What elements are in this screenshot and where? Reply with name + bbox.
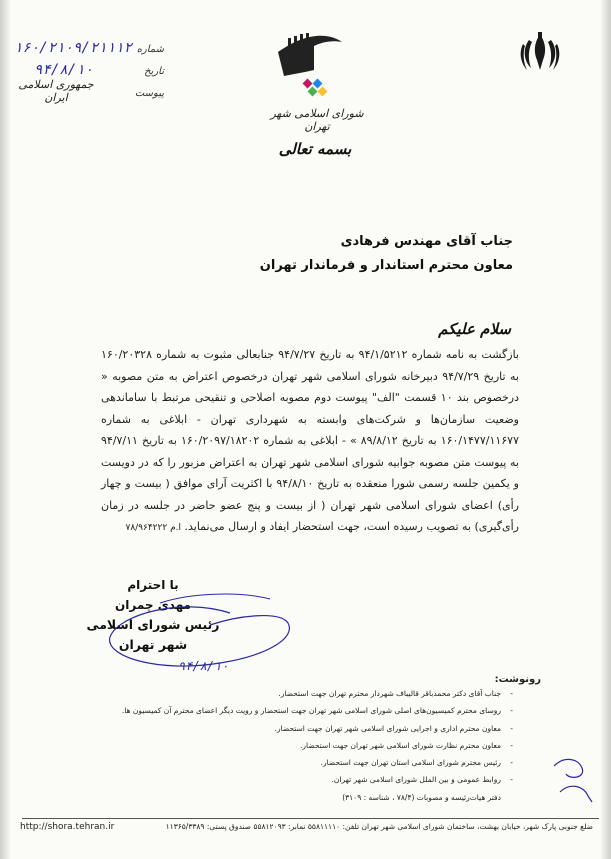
iran-emblem-icon: [517, 30, 563, 76]
date-row: [14, 62, 164, 84]
signatory-title: رئیس شورای اسلامی شهر تهران: [86, 617, 220, 652]
letter-meta: [14, 40, 164, 106]
cc-item: - رئیس محترم شورای اسلامی استان تهران جهت استحضار.: [73, 754, 513, 771]
date-value: ۹۴/۸/۱۰: [34, 62, 94, 78]
cc-item: دفتر هیات‌رئیسه و مصوبات (۷۸/۴ ، شناسه : ۳۱۰۹): [342, 792, 501, 802]
recipient-name: جناب آقای مهندس فرهادی: [340, 234, 513, 249]
handwritten-date: ۹۴/۸/۱۰: [178, 659, 229, 673]
cc-item: - روسای محترم کمیسیون‌های اصلی شورای اسلامی شهر تهران جهت استحضار و رویت دیگر اعضای محترم آن کمیسیون ها.: [73, 702, 513, 719]
footer-address: ضلع جنوبی پارک شهر، خیابان بهشت، ساختمان شورای اسلامی شهر تهران تلفن: ۵۵۸۱۱۱۱۰ نمابر: ۵۵۸۱۲۰۹۳ صندوق پستی: ۱۱۳۶۵/۳۳۸۹: [165, 822, 593, 831]
footer-divider: [22, 818, 599, 819]
reference-code: ا.م ۷۸/۹۶۴۲۲۲: [125, 523, 181, 533]
besmeh-heading: بسمه تعالی: [278, 140, 352, 158]
logo-diamond-magenta: [303, 79, 313, 89]
cc-item: - جناب آقای دکتر محمدباقر قالیباف شهردار محترم تهران جهت استحضار.: [73, 685, 513, 702]
cc-item: - روابط عمومی و بین الملل شورای اسلامی شهر تهران.: [73, 771, 513, 788]
recipient-block: [260, 230, 513, 278]
footer-website: http://shora.tehran.ir: [20, 822, 115, 832]
scan-edge-left: [0, 0, 10, 859]
attachment-label: پیوست: [134, 88, 164, 99]
number-row: [14, 40, 164, 62]
recipient-title: معاون محترم استاندار و فرماندار تهران: [259, 258, 513, 273]
cc-item: - معاون محترم نظارت شورای اسلامی شهر تهران جهت استحضار.: [73, 737, 513, 754]
scan-edge-right: [601, 0, 611, 859]
cc-list: [73, 685, 513, 806]
logo-diamond-green: [308, 87, 318, 97]
greeting: سلام علیکم: [438, 320, 511, 338]
letter-body: [101, 344, 519, 540]
signatory-name: مهدی چمران: [115, 598, 191, 612]
body-paragraph: بازگشت به نامه شماره ۹۴/۱/۵۲۱۲ به تاریخ ۹۴/۷/۲۷ جنابعالی مثبوت به شماره ۱۶۰/۲۰۳۲۸ به تاریخ ۹۴/۷/۲۹ دبیرخانه شورای اسلامی شهر تهران درخصوص اعتراض به متن مصوبه « درخصوص بند ۱۰ قسمت "الف" پیوست دوم مصوبه اصلاحی و تنقیحی مرتبط با ساماندهی وضعیت سازمان‌ها و شرکت‌های وابسته به شهرداری تهران - ابلاغی به شماره ۱۶۰/۱۴۷۷/۱۱۶۷۷ به تاریخ ۸۹/۸/۱۲ » - ابلاغی به شماره ۱۶۰/۲۰۹۷/۱۸۲۰۲ به تاریخ ۹۴/۷/۱۱ به پیوست متن مصوبه جوابیه شورای اسلامی شهر تهران به اعتراض مزبور را که در دویست و یکمین جلسه رسمی شورا منعقده به تاریخ ۹۴/۸/۱۰ با اکثریت آرای موافق ( بیست و چهار رأی) اعضای شورای اسلامی شهر تهران ( از بیست و پنج عضو حاضر در جلسه در زمان رأی‌گیری) به تصویب رسیده است، جهت استحضار ایفاد و ارسال می‌نماید.: [101, 348, 519, 533]
margin-initials-icon: [548, 752, 598, 807]
cc-heading: رونوشت:: [494, 674, 541, 685]
logo-diamond-blue: [313, 79, 323, 89]
logo-diamond-yellow: [318, 87, 328, 97]
cc-item: - معاون محترم اداری و اجرایی شورای اسلامی شهر تهران جهت استحضار.: [73, 720, 513, 737]
number-label: شماره: [136, 44, 164, 55]
city-council-logo-icon: [270, 30, 350, 104]
attachment-row: [14, 84, 164, 106]
closing: با احترام: [127, 578, 179, 592]
number-value: ۱۶۰/۲۱۰۹/۲۱۱۱۲: [14, 40, 133, 56]
emblem-caption: جمهوری اسلامی ایران: [18, 78, 94, 104]
date-label: تاریخ: [144, 66, 164, 77]
council-name: شورای اسلامی شهر تهران: [270, 107, 364, 133]
